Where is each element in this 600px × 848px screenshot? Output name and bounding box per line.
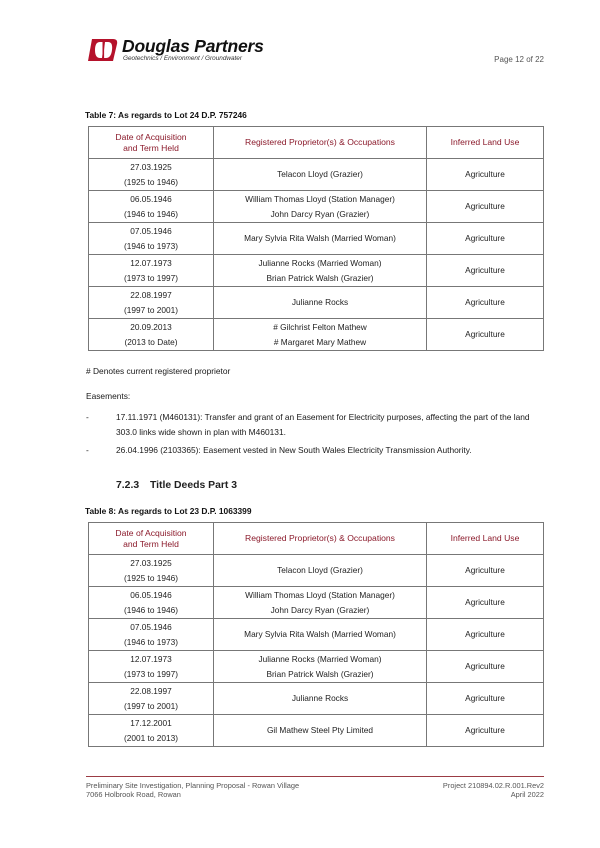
proprietor-cell	[214, 319, 427, 351]
proprietor-name: Gil Mathew Steel Pty Limited	[266, 725, 374, 736]
easements-heading: Easements:	[86, 391, 131, 401]
acquisition-date: 12.07.1973	[130, 654, 172, 664]
proprietor-cell	[214, 651, 427, 683]
easement-item	[86, 410, 546, 440]
land-use-cell: Agriculture	[427, 555, 544, 587]
proprietor-cell	[214, 223, 427, 255]
table-row	[89, 191, 544, 223]
acquisition-date: 07.05.1946	[130, 226, 172, 236]
header-date: Date of Acquisition and Term Held	[89, 127, 214, 159]
header-date: Date of Acquisition and Term Held	[89, 523, 214, 555]
acquisition-date-cell	[89, 587, 214, 619]
table8-title: Table 8: As regards to Lot 23 D.P. 1063399	[85, 506, 252, 516]
proprietor-name: Telacon Lloyd (Grazier)	[277, 565, 363, 576]
table8	[88, 522, 544, 747]
proprietor-name: William Thomas Lloyd (Station Manager)	[245, 590, 395, 600]
section-number: 7.2.3	[116, 480, 140, 491]
table7-title: Table 7: As regards to Lot 24 D.P. 757246	[85, 110, 247, 120]
acquisition-date: 27.03.1925	[130, 162, 172, 172]
acquisition-date-cell	[89, 619, 214, 651]
land-use-cell: Agriculture	[427, 159, 544, 191]
acquisition-date-cell	[89, 319, 214, 351]
land-use-cell: Agriculture	[427, 191, 544, 223]
footer-document-info: Preliminary Site Investigation, Planning Proposal - Rowan Village 7066 Holbrook Road, Rowan	[86, 781, 300, 799]
land-use-cell: Agriculture	[427, 319, 544, 351]
land-use-cell: Agriculture	[427, 287, 544, 319]
proprietor-name: Telacon Lloyd (Grazier)	[277, 169, 363, 180]
header-owner: Registered Proprietor(s) & Occupations	[214, 523, 427, 555]
list-dash: -	[86, 412, 89, 422]
table-row	[89, 587, 544, 619]
land-use-cell: Agriculture	[427, 715, 544, 747]
proprietor-cell	[214, 555, 427, 587]
proprietor-name: Mary Sylvia Rita Walsh (Married Woman)	[244, 233, 396, 244]
table-row	[89, 159, 544, 191]
acquisition-date: 17.12.2001	[130, 718, 172, 728]
acquisition-date: 22.08.1997	[130, 290, 172, 300]
acquisition-date-cell	[89, 223, 214, 255]
land-use-cell: Agriculture	[427, 587, 544, 619]
term-held: (2013 to Date)	[124, 336, 178, 347]
acquisition-date-cell	[89, 159, 214, 191]
acquisition-date: 22.08.1997	[130, 686, 172, 696]
proprietor-cell	[214, 715, 427, 747]
term-held: (2001 to 2013)	[124, 732, 178, 743]
proprietor-name: John Darcy Ryan (Grazier)	[270, 604, 370, 615]
land-use-cell: Agriculture	[427, 223, 544, 255]
list-dash: -	[86, 445, 89, 455]
proprietor-cell	[214, 287, 427, 319]
proprietor-cell	[214, 683, 427, 715]
acquisition-date: 06.05.1946	[130, 194, 172, 204]
table-row	[89, 619, 544, 651]
footer-divider	[86, 776, 544, 777]
acquisition-date: 07.05.1946	[130, 622, 172, 632]
proprietor-name: Julianne Rocks	[291, 297, 349, 308]
proprietor-cell	[214, 587, 427, 619]
table8-header-row	[89, 523, 544, 555]
header-owner: Registered Proprietor(s) & Occupations	[214, 127, 427, 159]
acquisition-date-cell	[89, 287, 214, 319]
company-name: Douglas Partners	[122, 36, 264, 56]
company-tagline: Geotechnics / Environment / Groundwater	[123, 55, 242, 62]
proprietor-name: Julianne Rocks	[291, 693, 349, 704]
table-row	[89, 287, 544, 319]
table-row	[89, 223, 544, 255]
acquisition-date-cell	[89, 555, 214, 587]
land-use-cell: Agriculture	[427, 619, 544, 651]
proprietor-name: John Darcy Ryan (Grazier)	[270, 208, 370, 219]
table7-header-row	[89, 127, 544, 159]
proprietor-name: # Gilchrist Felton Mathew	[273, 322, 367, 332]
proprietor-cell	[214, 159, 427, 191]
easement-text: 26.04.1996 (2103365): Easement vested in New South Wales Electricity Transmission Authority.	[116, 445, 472, 455]
table-row	[89, 319, 544, 351]
term-held: (1925 to 1946)	[124, 572, 178, 583]
acquisition-date: 06.05.1946	[130, 590, 172, 600]
current-proprietor-note: # Denotes current registered proprietor	[86, 366, 231, 376]
acquisition-date-cell	[89, 255, 214, 287]
land-use-cell: Agriculture	[427, 683, 544, 715]
table7	[88, 126, 544, 351]
term-held: (1925 to 1946)	[124, 176, 178, 187]
term-held: (1997 to 2001)	[124, 304, 178, 315]
term-held: (1946 to 1946)	[124, 208, 178, 219]
easement-text: 17.11.1971 (M460131): Transfer and grant of an Easement for Electricity purposes, affecting the part of the land 303.0 links wide shown in plan with M460131.	[116, 412, 530, 437]
land-use-cell: Agriculture	[427, 255, 544, 287]
proprietor-name: Brian Patrick Walsh (Grazier)	[266, 272, 374, 283]
acquisition-date: 27.03.1925	[130, 558, 172, 568]
table-row	[89, 255, 544, 287]
acquisition-date: 12.07.1973	[130, 258, 172, 268]
term-held: (1973 to 1997)	[124, 668, 178, 679]
acquisition-date-cell	[89, 651, 214, 683]
proprietor-cell	[214, 191, 427, 223]
acquisition-date-cell	[89, 683, 214, 715]
proprietor-cell	[214, 619, 427, 651]
section-title: Title Deeds Part 3	[150, 480, 238, 491]
proprietor-name: Julianne Rocks (Married Woman)	[258, 654, 382, 664]
acquisition-date: 20.09.2013	[130, 322, 172, 332]
land-use-cell: Agriculture	[427, 651, 544, 683]
company-logo	[86, 38, 276, 68]
page-number: Page 12 of 22	[494, 55, 544, 64]
section-heading	[116, 480, 237, 491]
term-held: (1973 to 1997)	[124, 272, 178, 283]
term-held: (1946 to 1946)	[124, 604, 178, 615]
term-held: (1997 to 2001)	[124, 700, 178, 711]
proprietor-cell	[214, 255, 427, 287]
term-held: (1946 to 1973)	[124, 636, 178, 647]
term-held: (1946 to 1973)	[124, 240, 178, 251]
proprietor-name: William Thomas Lloyd (Station Manager)	[245, 194, 395, 204]
proprietor-name: Julianne Rocks (Married Woman)	[258, 258, 382, 268]
acquisition-date-cell	[89, 191, 214, 223]
table-row	[89, 715, 544, 747]
proprietor-name: Mary Sylvia Rita Walsh (Married Woman)	[244, 629, 396, 640]
table-row	[89, 651, 544, 683]
header-land-use: Inferred Land Use	[427, 523, 544, 555]
acquisition-date-cell	[89, 715, 214, 747]
proprietor-name: Brian Patrick Walsh (Grazier)	[266, 668, 374, 679]
proprietor-name: # Margaret Mary Mathew	[273, 336, 367, 347]
footer-project-info: Project 210894.02.R.001.Rev2 April 2022	[442, 781, 544, 799]
table-row	[89, 555, 544, 587]
table-row	[89, 683, 544, 715]
douglas-partners-logo-icon	[86, 38, 119, 62]
header-land-use: Inferred Land Use	[427, 127, 544, 159]
easement-item	[86, 443, 546, 458]
